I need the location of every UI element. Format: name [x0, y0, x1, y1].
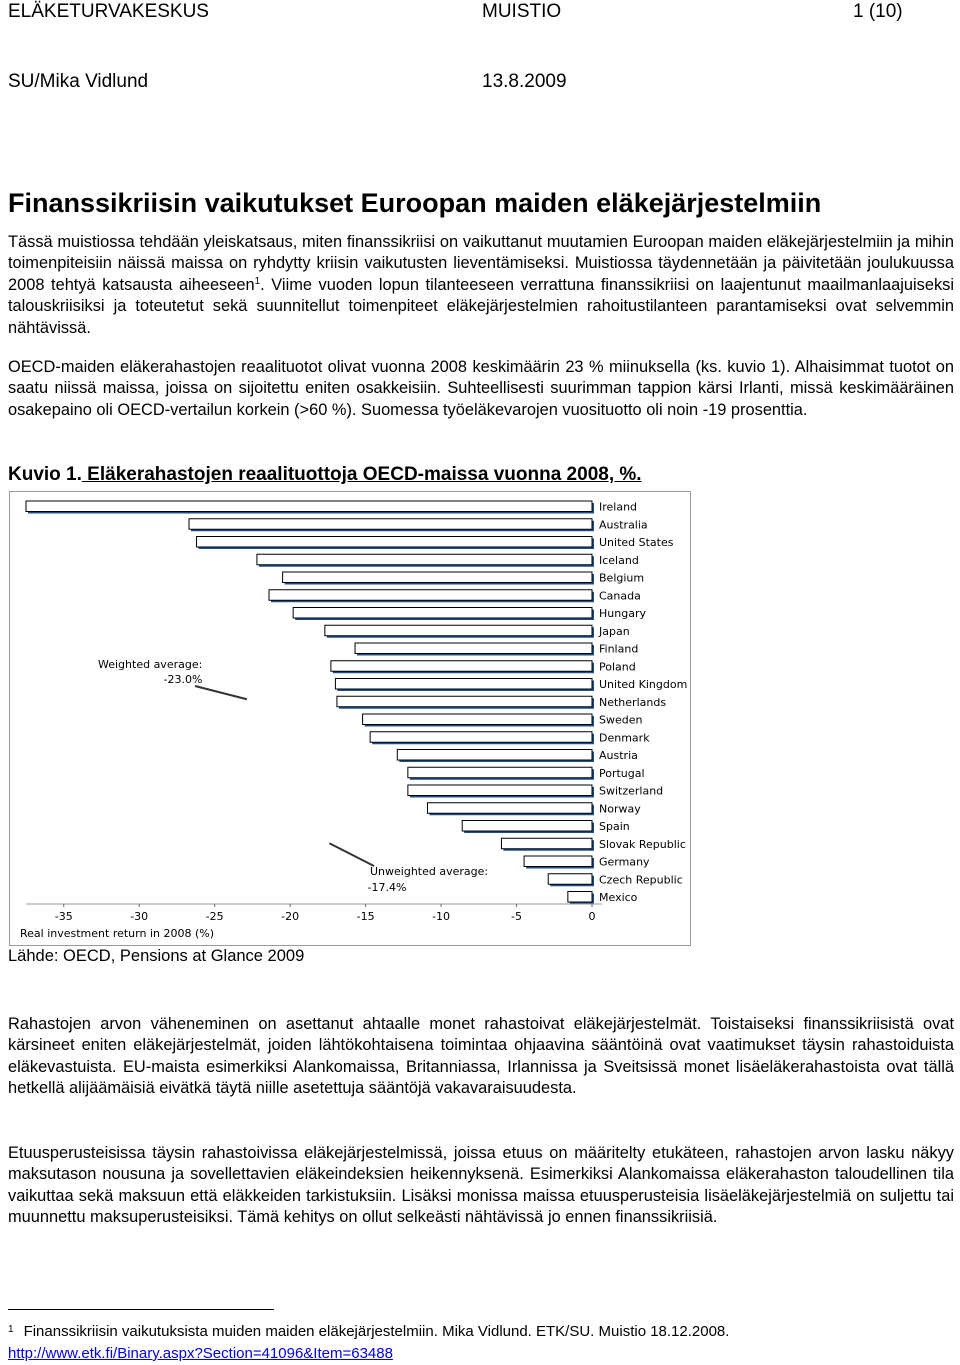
bar [427, 803, 592, 814]
weighted-average-pointer [195, 686, 247, 699]
footnote-text: Finanssikriisin vaikutuksista muiden maiden eläkejärjestelmiin. Mika Vidlund. ETK/SU. Muistio 18.12.2008. [23, 1323, 730, 1340]
footnote-divider [8, 1309, 274, 1310]
header-doc-type: MUISTIO [482, 1, 562, 22]
figure-source: Lähde: OECD, Pensions at Glance 2009 [8, 947, 305, 965]
bar [408, 767, 592, 778]
defined-benefit-paragraph: Etuusperusteisissa täysin rahastoivissa eläkejärjestelmissä, joissa etuus on määritelty etukäteen, rahastojen arvon lasku näkyy maksutason nousuna ja sovellettavien eläkeindeksien heikennyksenä. Esimerkiksi Alankomaissa eläkerahaston taloudellinen tila vaikuttaa sekä maksuun että eläkkeiden tarkistuksiin. Lisäksi monissa maissa etuusperusteisia lisäeläkejärjestelmiä on suljettu tai muunnettu maksuperusteisiksi. Tämä kehitys on ollut selkeästi nähtävissä jo ennen finanssikriisiä. [8, 1144, 954, 1227]
x-tick-label: -25 [205, 910, 224, 923]
unweighted-average-pointer [329, 843, 374, 866]
footnote-number: 1 [8, 1324, 14, 1335]
country-label: Spain [599, 820, 630, 833]
country-label: United States [599, 536, 674, 549]
x-axis-label: Real investment return in 2008 (%) [20, 927, 215, 940]
x-tick-label: -35 [54, 910, 73, 923]
bar [397, 750, 592, 761]
bar [283, 572, 592, 583]
bar-chart [10, 492, 690, 945]
intro-paragraph [8, 232, 954, 339]
bar [293, 608, 592, 619]
footnote-link[interactable]: http://www.etk.fi/Binary.aspx?Section=41096&Item=63488 [8, 1345, 393, 1362]
bar [331, 661, 592, 672]
bar [568, 892, 592, 903]
figure-caption-text: Eläkerahastojen reaalituottoja OECD-maissa vuonna 2008, %. [81, 464, 642, 485]
bar [462, 821, 592, 832]
country-label: Portugal [599, 766, 645, 780]
x-tick-label: -20 [281, 910, 300, 923]
x-tick-label: -15 [356, 910, 375, 923]
country-label: Hungary [599, 607, 646, 620]
unweighted-average-value: -17.4% [367, 881, 407, 894]
x-tick-label: -10 [432, 910, 451, 923]
bar [501, 838, 592, 849]
x-tick-label: -5 [511, 910, 523, 923]
bar [548, 874, 592, 885]
footnote [8, 1322, 729, 1342]
country-label: Norway [599, 802, 641, 816]
bar [335, 679, 592, 690]
intro-text-part2: . Viime vuoden lopun tilanteeseen verrattuna finanssikriisi on laajentunut maailmanlaajuiseksi talouskriisiksi ja toteutetut sekä suunnitellut toimenpiteet eläkejärjestelmien rahoitustilanteen parantamiseksi ovat selvemmin nähtävissä. [8, 275, 954, 337]
header-org: ELÄKETURVAKESKUS [8, 1, 209, 22]
country-label: Switzerland [599, 784, 664, 798]
bar [524, 856, 592, 867]
country-label: Germany [599, 855, 650, 869]
funded-systems-paragraph: Rahastojen arvon väheneminen on asettanut ahtaalle monet rahastoivat eläkejärjestelmät. Toistaiseksi finanssikriisistä ovat kärsineet eniten eläkejärjestelmät, joiden lähtökohtaisena toimintaa ohjaavina sääntöinä ovat vaatimukset täysin rahastoiduista eläkevastuista. EU-maista esimerkiksi Alankomaissa, Britanniassa, Irlannissa ja Sveitsissä monet lisäeläkerahastoista ovat tällä hetkellä alijäämäisiä eivätkä täytä niille asetettuja sääntöjä vakavaraisuudesta. [8, 1015, 954, 1098]
country-label: United Kingdom [599, 678, 688, 691]
header-author: SU/Mika Vidlund [8, 71, 149, 92]
bar [363, 714, 592, 725]
country-label: Czech Republic [599, 873, 683, 887]
returns-paragraph: OECD-maiden eläkerahastojen reaalituotot olivat vuonna 2008 keskimäärin 23 % miinuksella (ks. kuvio 1). Alhaisimmat tuotot on saatu niissä maissa, joissa on sijoitettu eniten osakkeisiin. Suhteellisesti suurimman tappion kärsi Irlanti, missä keskimääräinen osakepaino oli OECD-vertailun korkein (>60 %). Suomessa työeläkevarojen vuosituotto oli noin -19 prosenttia. [8, 358, 954, 419]
country-label: Mexico [599, 891, 638, 904]
bar [355, 643, 592, 654]
header-date: 13.8.2009 [482, 71, 567, 92]
x-tick-label: 0 [588, 910, 596, 923]
country-label: Finland [599, 642, 639, 656]
country-label: Ireland [599, 500, 638, 514]
intro-text-part1: Tässä muistiossa tehdään yleiskatsaus, miten finanssikriisi on vaikuttanut muutamien Euroopan maiden eläkejärjestelmiin ja mihin toimenpiteisiin näissä maissa on ryhdytty kriisin vaikutusten lieventämiseksi. Muistiossa täydennetään ja päivitetään joulukuussa 2008 tehtyä katsausta aiheeseen [8, 233, 954, 294]
country-label: Belgium [599, 571, 645, 585]
country-label: Sweden [599, 713, 643, 727]
country-label: Japan [599, 624, 630, 638]
country-label: Poland [599, 660, 636, 674]
bar [325, 625, 592, 636]
country-label: Austria [599, 749, 638, 762]
bar [408, 785, 592, 796]
bar [370, 732, 592, 743]
unweighted-average-label: Unweighted average: [370, 865, 489, 878]
bar [257, 554, 592, 565]
bar [197, 537, 592, 548]
bar [269, 590, 592, 601]
chart-frame [9, 491, 691, 946]
bar [26, 501, 592, 512]
page-title: Finanssikriisin vaikutukset Euroopan maiden eläkejärjestelmiin [8, 188, 822, 218]
country-label: Canada [599, 589, 641, 603]
country-label: Iceland [599, 553, 639, 567]
x-tick-label: -30 [130, 910, 149, 923]
country-label: Australia [599, 518, 648, 532]
weighted-average-value: -23.0% [163, 673, 203, 686]
header-page-number: 1 (10) [853, 1, 903, 22]
country-label: Slovak Republic [599, 837, 686, 851]
bar [189, 519, 592, 530]
footnote-reference: 1 [254, 275, 261, 287]
weighted-average-label: Weighted average: [98, 658, 203, 671]
country-label: Netherlands [599, 695, 667, 709]
bar [337, 696, 592, 707]
figure-caption-label: Kuvio 1. [8, 464, 82, 485]
country-label: Denmark [599, 731, 650, 745]
figure-caption [8, 463, 642, 487]
